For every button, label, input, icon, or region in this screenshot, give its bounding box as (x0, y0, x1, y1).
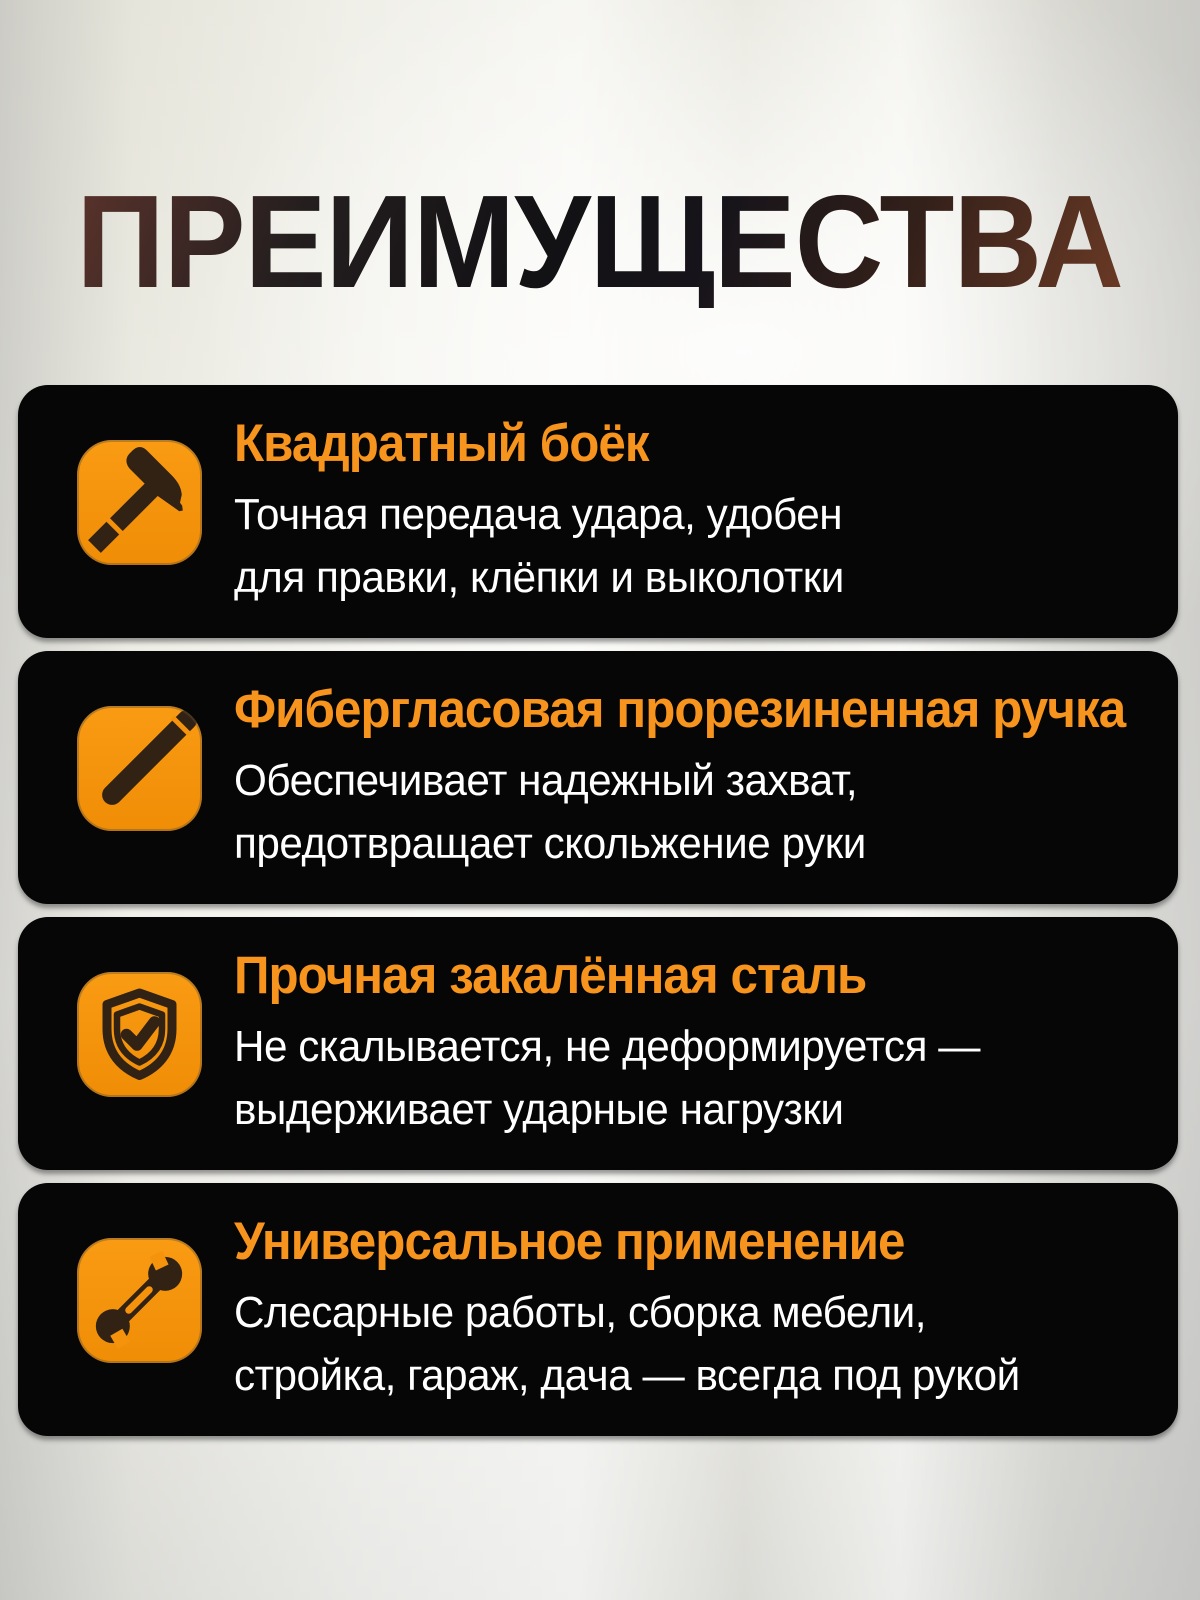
card-description-line: Слесарные работы, сборка мебели, (234, 1288, 926, 1337)
card-square-striking-face (18, 385, 1178, 638)
shield-check-icon (77, 972, 202, 1097)
card-hardened-steel (18, 917, 1178, 1170)
card-fiberglass-handle (18, 651, 1178, 904)
page-title-wrap (0, 168, 1200, 315)
card-text (234, 414, 869, 609)
card-title: Универсальное применение (234, 1212, 905, 1271)
card-title: Квадратный боёк (234, 414, 649, 473)
card-title: Фибергласовая прорезиненная ручка (234, 680, 1126, 739)
wrench-icon (77, 1238, 202, 1363)
card-description-line: стройка, гараж, дача — всегда под рукой (234, 1351, 1020, 1400)
card-text (234, 1212, 1053, 1407)
card-title: Прочная закалённая сталь (234, 946, 867, 1005)
card-description-line: выдерживает ударные нагрузки (234, 1085, 844, 1134)
grip-handle-icon (77, 706, 202, 831)
card-text (234, 680, 1142, 875)
card-universal-use (18, 1183, 1178, 1436)
card-description-line: для правки, клёпки и выколотки (234, 553, 844, 602)
page-title: ПРЕИМУЩЕСТВА (76, 168, 1124, 315)
card-description-line: предотвращает скольжение руки (234, 819, 866, 868)
card-text (234, 946, 1011, 1141)
card-description-line: Не скалывается, не деформируется — (234, 1022, 980, 1071)
advantage-cards (18, 385, 1178, 1436)
card-description-line: Обеспечивает надежный захват, (234, 756, 858, 805)
card-description-line: Точная передача удара, удобен (234, 490, 843, 539)
hammer-icon (77, 440, 202, 565)
